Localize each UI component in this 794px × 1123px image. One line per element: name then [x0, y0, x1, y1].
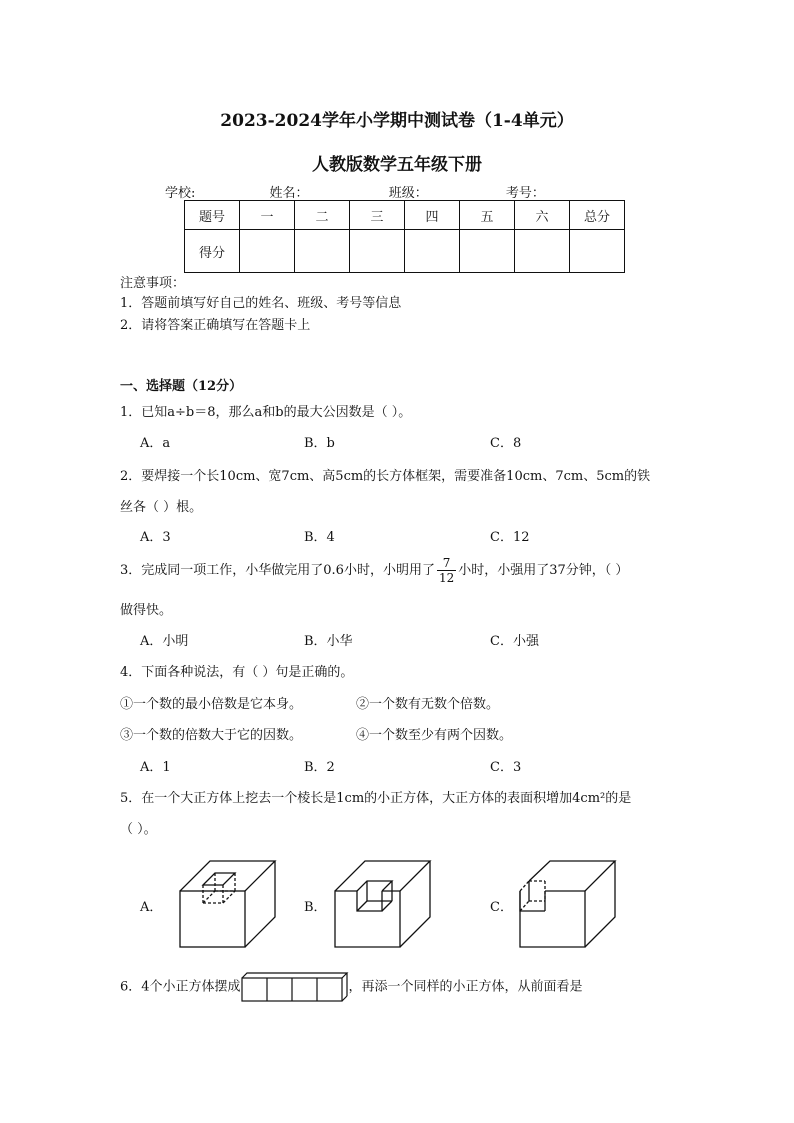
cube-figure-a — [175, 855, 280, 950]
question-2-stem-cont: 丝各（ ）根。 — [120, 500, 203, 515]
score-cell[interactable] — [405, 230, 460, 273]
score-header-cell: 四 — [405, 201, 460, 230]
q3-option-a[interactable]: A．小明 — [140, 634, 189, 649]
question-1-stem: 1．已知a÷b＝8，那么a和b的最大公因数是（ ）。 — [120, 405, 412, 420]
question-6-stem — [120, 972, 583, 1003]
q6-stem-part2: ，再添一个同样的小正方体，从前面看是 — [348, 979, 583, 995]
exam-subtitle: 人教版数学五年级下册 — [312, 155, 482, 175]
q4-option-a[interactable]: A．1 — [140, 760, 171, 775]
four-cubes-row-figure — [241, 972, 349, 1002]
score-cell[interactable] — [570, 230, 625, 273]
q6-stem-part1: 6．4个小正方体摆成 — [120, 979, 241, 995]
class-label: 班级： — [388, 186, 428, 201]
score-header-cell: 二 — [295, 201, 350, 230]
student-info-line — [165, 182, 621, 201]
q5-option-c[interactable]: C． — [490, 900, 513, 915]
q3-stem-part1: 3．完成同一项工作，小华做完用了0.6小时，小明用了 — [120, 563, 435, 578]
score-header-cell: 三 — [350, 201, 405, 230]
q1-option-a[interactable]: A．a — [140, 436, 171, 451]
q3-fraction — [437, 556, 456, 585]
note-item: 1．答题前填写好自己的姓名、班级、考号等信息 — [120, 296, 402, 311]
score-row-label: 得分 — [185, 230, 240, 273]
score-cell[interactable] — [515, 230, 570, 273]
score-header-cell: 总分 — [570, 201, 625, 230]
score-header-cell: 题号 — [185, 201, 240, 230]
q2-option-a[interactable]: A．3 — [140, 530, 171, 545]
q5-option-a[interactable]: A． — [140, 900, 163, 915]
q4-option-b[interactable]: B．2 — [304, 760, 335, 775]
score-cell[interactable] — [350, 230, 405, 273]
score-cell[interactable] — [460, 230, 515, 273]
q3-option-c[interactable]: C．小强 — [490, 634, 539, 649]
q4-statement-3: ③一个数的倍数大于它的因数。 — [120, 728, 303, 743]
exam-no-field[interactable] — [545, 187, 621, 201]
q4-statement-4: ④一个数至少有两个因数。 — [356, 728, 513, 743]
cube-figure-c — [515, 855, 620, 950]
q4-option-c[interactable]: C．3 — [490, 760, 522, 775]
score-header-cell: 六 — [515, 201, 570, 230]
school-label: 学校: — [165, 186, 196, 201]
q4-statement-2: ②一个数有无数个倍数。 — [356, 697, 500, 712]
score-table-score-row — [185, 230, 625, 273]
q3-fraction-denominator: 12 — [438, 571, 455, 585]
q2-option-b[interactable]: B．4 — [304, 530, 335, 545]
note-item: 2．请将答案正确填写在答题卡上 — [120, 318, 311, 333]
q1-option-b[interactable]: B．b — [304, 436, 335, 451]
class-field[interactable] — [428, 187, 502, 201]
name-label: 姓名： — [269, 186, 309, 201]
score-cell[interactable] — [240, 230, 295, 273]
q2-option-c[interactable]: C．12 — [490, 530, 530, 545]
question-4-stem: 4．下面各种说法，有（ ）句是正确的。 — [120, 665, 354, 680]
school-field[interactable] — [195, 187, 265, 201]
score-table — [184, 200, 625, 273]
exam-no-label: 考号： — [505, 186, 545, 201]
q3-fraction-numerator: 7 — [437, 556, 456, 571]
score-header-cell: 一 — [240, 201, 295, 230]
score-header-cell: 五 — [460, 201, 515, 230]
q3-option-b[interactable]: B．小华 — [304, 634, 353, 649]
question-3-stem-cont: 做得快。 — [120, 603, 173, 618]
name-field[interactable] — [309, 187, 385, 201]
cube-figure-b — [330, 855, 435, 950]
question-3-stem — [120, 556, 628, 586]
section-heading: 一、选择题（12分） — [120, 379, 243, 394]
question-5-stem-cont: （ ）。 — [120, 822, 157, 837]
score-table-header-row — [185, 201, 625, 230]
notes-heading: 注意事项： — [120, 276, 186, 291]
q4-statement-1: ①一个数的最小倍数是它本身。 — [120, 697, 303, 712]
q3-stem-part2: 小时，小强用了37分钟，（ ） — [458, 563, 629, 578]
exam-title: 2023-2024学年小学期中测试卷（1-4单元） — [220, 111, 574, 131]
q5-option-b[interactable]: B． — [304, 900, 327, 915]
question-5-stem: 5．在一个大正方体上挖去一个棱长是1cm的小正方体，大正方体的表面积增加4cm²的是 — [120, 791, 632, 806]
score-cell[interactable] — [295, 230, 350, 273]
q1-option-c[interactable]: C．8 — [490, 436, 522, 451]
question-2-stem: 2．要焊接一个长10cm、宽7cm、高5cm的长方体框架，需要准备10cm、7cm、5cm的铁 — [120, 469, 651, 484]
